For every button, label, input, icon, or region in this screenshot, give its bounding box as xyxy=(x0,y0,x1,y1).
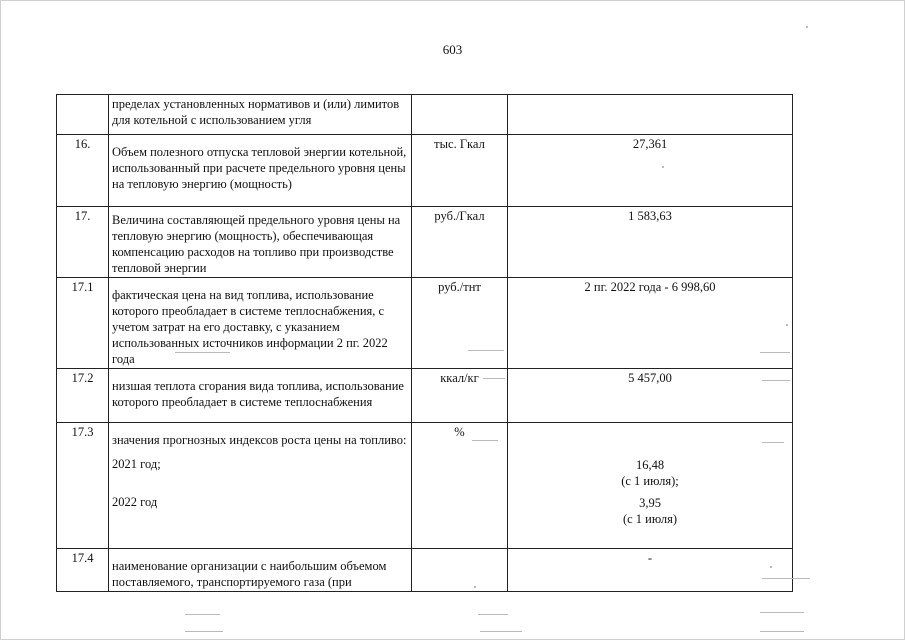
scan-speck xyxy=(760,352,790,353)
row-unit: ккал/кг xyxy=(412,369,508,423)
year-label: 2022 год xyxy=(112,495,158,509)
row-number: 17.4 xyxy=(57,549,109,592)
row-unit xyxy=(412,549,508,592)
row-unit: руб./Гкал xyxy=(412,207,508,278)
table-row xyxy=(57,207,793,278)
scan-speck xyxy=(760,631,804,632)
row-value: - xyxy=(508,549,793,592)
index-note: (с 1 июля); xyxy=(621,474,679,488)
row-description: Объем полезного отпуска тепловой энергии котельной, использованный при расчете предельного уровня цены на тепловую энергию (мощность) xyxy=(109,135,412,207)
row-number: 17.3 xyxy=(57,423,109,549)
table-row xyxy=(57,369,793,423)
row-number: 17.2 xyxy=(57,369,109,423)
index-value: 3,95 xyxy=(639,496,661,510)
row-description: пределах установленных нормативов и (или) лимитов для котельной с использованием угля xyxy=(109,95,412,135)
row-unit xyxy=(412,95,508,135)
scan-speck xyxy=(478,614,508,615)
scan-speck xyxy=(472,440,498,441)
table-row xyxy=(57,278,793,369)
row-number xyxy=(57,95,109,135)
scan-speck xyxy=(786,324,788,326)
row-number: 17.1 xyxy=(57,278,109,369)
row-value: 2 пг. 2022 года - 6 998,60 xyxy=(508,278,793,369)
scan-speck xyxy=(806,26,808,28)
tariff-table xyxy=(56,94,793,592)
table-row xyxy=(57,423,793,549)
row-unit: тыс. Гкал xyxy=(412,135,508,207)
table-row xyxy=(57,549,793,592)
row-description: низшая теплота сгорания вида топлива, использование которого преобладает в системе теплоснабжения xyxy=(109,369,412,423)
scan-speck xyxy=(662,166,664,168)
row-number: 16. xyxy=(57,135,109,207)
scan-speck xyxy=(762,578,810,579)
scan-speck xyxy=(770,566,772,568)
row-value: 27,361 xyxy=(508,135,793,207)
scan-speck xyxy=(762,380,790,381)
scan-speck xyxy=(480,631,522,632)
row-value xyxy=(508,95,793,135)
scan-speck xyxy=(760,612,804,613)
scan-speck xyxy=(468,350,504,351)
row-description: фактическая цена на вид топлива, использование которого преобладает в системе теплоснабжения, с учетом затрат на его доставку, с указанием использованных источников информации 2 пг. 2022 года xyxy=(109,278,412,369)
table-row xyxy=(57,95,793,135)
scan-speck xyxy=(762,442,784,443)
scan-speck xyxy=(185,631,223,632)
row-value: 1 583,63 xyxy=(508,207,793,278)
row-description: Величина составляющей предельного уровня цены на тепловую энергию (мощность), обеспечивающая компенсацию расходов на топливо при производстве тепловой энергии xyxy=(109,207,412,278)
year-label: 2021 год; xyxy=(112,457,161,471)
row-unit: % xyxy=(412,423,508,549)
row-number: 17. xyxy=(57,207,109,278)
scan-speck xyxy=(474,586,476,588)
page-number: 603 xyxy=(442,42,463,57)
table-row xyxy=(57,135,793,207)
scan-speck xyxy=(175,352,230,353)
row-description xyxy=(109,423,412,549)
row-value xyxy=(508,423,793,549)
index-value: 16,48 xyxy=(635,458,665,472)
row-value: 5 457,00 xyxy=(508,369,793,423)
scan-speck xyxy=(483,378,505,379)
row-description: наименование организации с наибольшим объемом поставляемого, транспортируемого газа (при xyxy=(109,549,412,592)
index-note: (с 1 июля) xyxy=(622,512,678,526)
row-unit: руб./тнт xyxy=(412,278,508,369)
row-description-text: значения прогнозных индексов роста цены на топливо: xyxy=(112,433,407,447)
scan-speck xyxy=(185,614,220,615)
